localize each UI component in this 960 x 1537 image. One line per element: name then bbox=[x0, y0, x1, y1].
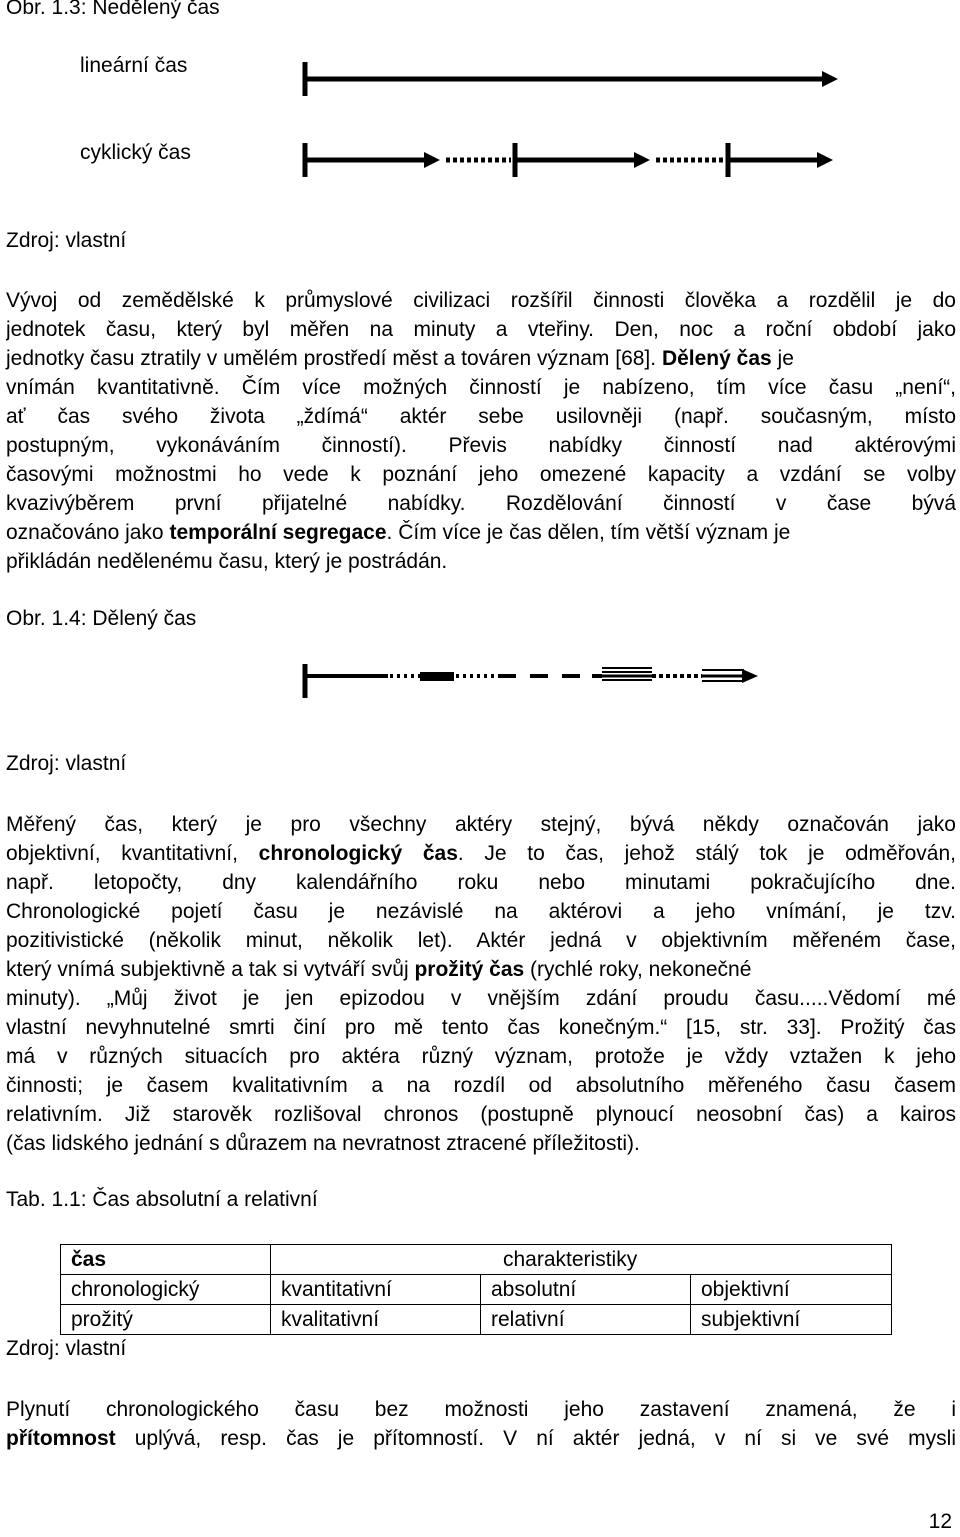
p2-text: (rychlé roky, nekonečné bbox=[524, 958, 752, 981]
p2-line: minuty). „Můj život je jen epizodou v vnějším zdání proudu času.....Vědomí mé bbox=[6, 987, 956, 1010]
table-source: Zdroj: vlastní bbox=[6, 1337, 127, 1360]
p3-line bbox=[6, 1424, 956, 1453]
p1-line: Vývoj od zemědělské k průmyslové civilizaci rozšířil činnosti člověka a rozdělil je do bbox=[6, 289, 956, 312]
table-cell: kvalitativní bbox=[271, 1305, 481, 1335]
figure-caption-2: Obr. 1.4: Dělený čas bbox=[6, 607, 197, 630]
paragraph-3 bbox=[6, 1395, 956, 1453]
linear-time-label: lineární čas bbox=[80, 54, 188, 77]
table-row bbox=[61, 1305, 892, 1335]
table-header-cell: charakteristiky bbox=[271, 1245, 892, 1275]
figure-caption-1: Obr. 1.3: Nedělený čas bbox=[6, 0, 220, 19]
p1-line: přikládán nedělenému času, který je postrádán. bbox=[6, 550, 448, 573]
time-characteristics-table bbox=[60, 1244, 892, 1335]
p2-text: který vnímá subjektivně a tak si vytváří svůj bbox=[6, 958, 415, 981]
p1-line bbox=[6, 518, 956, 547]
p2-text: objektivní, kvantitativní, bbox=[6, 842, 259, 865]
table-cell: relativní bbox=[481, 1305, 691, 1335]
p2-line: činnosti; je časem kvalitativním a na rozdíl od absolutního měřeného času časem bbox=[6, 1074, 956, 1097]
table-cell: absolutní bbox=[481, 1275, 691, 1305]
present-term: přítomnost bbox=[6, 1427, 116, 1450]
table-header-cell: čas bbox=[61, 1245, 271, 1275]
p1-text: označováno jako bbox=[6, 521, 170, 544]
p2-line bbox=[6, 839, 956, 868]
table-cell: subjektivní bbox=[691, 1305, 892, 1335]
paragraph-1 bbox=[6, 286, 956, 576]
table-row bbox=[61, 1275, 892, 1305]
table-cell: chronologický bbox=[61, 1275, 271, 1305]
divided-time-term: Dělený čas bbox=[661, 347, 772, 370]
p1-line: kvazivýběrem první přijatelné nabídky. Rozdělování činností v čase bývá bbox=[6, 492, 956, 515]
p1-line bbox=[6, 344, 956, 373]
p2-line: pozitivistické (několik minut, několik let). Aktér jedná v objektivním měřeném čase, bbox=[6, 929, 956, 952]
table-cell: prožitý bbox=[61, 1305, 271, 1335]
p1-line: jednotek času, který byl měřen na minuty a vteřiny. Den, noc a roční období jako bbox=[6, 318, 956, 341]
chronological-time-term: chronologický čas bbox=[258, 842, 458, 865]
p1-line: ať čas svého života „ždímá“ aktér sebe usilovněji (např. současným, místo bbox=[6, 405, 956, 428]
p1-line: vnímán kvantitativně. Čím více možných činností je nabízeno, tím více času „není“, bbox=[6, 376, 956, 399]
temporal-segregation-term: temporální segregace bbox=[169, 521, 387, 544]
p1-text: . Čím více je čas dělen, tím větší význam je bbox=[386, 521, 791, 544]
p3-text: uplývá, resp. čas je přítomností. V ní aktér jedná, v ní si ve své mysli bbox=[115, 1427, 956, 1450]
p2-line: relativním. Již starověk rozlišoval chronos (postupně plynoucí neosobní čas) a kairos bbox=[6, 1103, 956, 1126]
cyclic-time-diagram bbox=[296, 135, 846, 183]
p2-line: vlastní nevyhnutelné smrti činí pro mě tento čas konečným.“ [15, str. 33]. Prožitý čas bbox=[6, 1016, 956, 1039]
table-cell: kvantitativní bbox=[271, 1275, 481, 1305]
p2-text: . Je to čas, jehož stálý tok je odměřován, bbox=[457, 842, 956, 865]
p1-line: postupným, vykonáváním činností). Převis nabídky činností nad aktérovými bbox=[6, 434, 956, 457]
lived-time-term: prožitý čas bbox=[414, 958, 525, 981]
figure-2-source: Zdroj: vlastní bbox=[6, 752, 127, 775]
page-number: 12 bbox=[928, 1510, 952, 1533]
paragraph-2 bbox=[6, 810, 956, 1158]
divided-time-diagram bbox=[296, 660, 766, 700]
p2-line: Měřený čas, který je pro všechny aktéry stejný, bývá někdy označován jako bbox=[6, 813, 956, 836]
cyclic-time-label: cyklický čas bbox=[80, 141, 191, 164]
table-caption: Tab. 1.1: Čas absolutní a relativní bbox=[6, 1188, 318, 1211]
figure-1-source: Zdroj: vlastní bbox=[6, 229, 127, 252]
p3-line: Plynutí chronologického času bez možnosti jeho zastavení znamená, že i bbox=[6, 1398, 956, 1421]
p2-line: má v různých situacích pro aktéra různý význam, protože je vždy vztažen k jeho bbox=[6, 1045, 956, 1068]
table-cell: objektivní bbox=[691, 1275, 892, 1305]
p2-line: (čas lidského jednání s důrazem na nevratnost ztracené příležitosti). bbox=[6, 1132, 640, 1155]
p2-line: např. letopočty, dny kalendářního roku nebo minutami pokračujícího dne. bbox=[6, 871, 956, 894]
p1-line: časovými možnostmi ho vede k poznání jeho omezené kapacity a vzdání se volby bbox=[6, 463, 956, 486]
table-header-row bbox=[61, 1245, 892, 1275]
p1-text: jednotky času ztratily v umělém prostředí měst a továren význam [68]. bbox=[6, 347, 662, 370]
p2-line: Chronologické pojetí času je nezávislé na aktérovi a jeho vnímání, je tzv. bbox=[6, 900, 956, 923]
linear-time-diagram bbox=[296, 52, 846, 100]
p2-line bbox=[6, 955, 956, 984]
p1-text: je bbox=[771, 347, 794, 370]
